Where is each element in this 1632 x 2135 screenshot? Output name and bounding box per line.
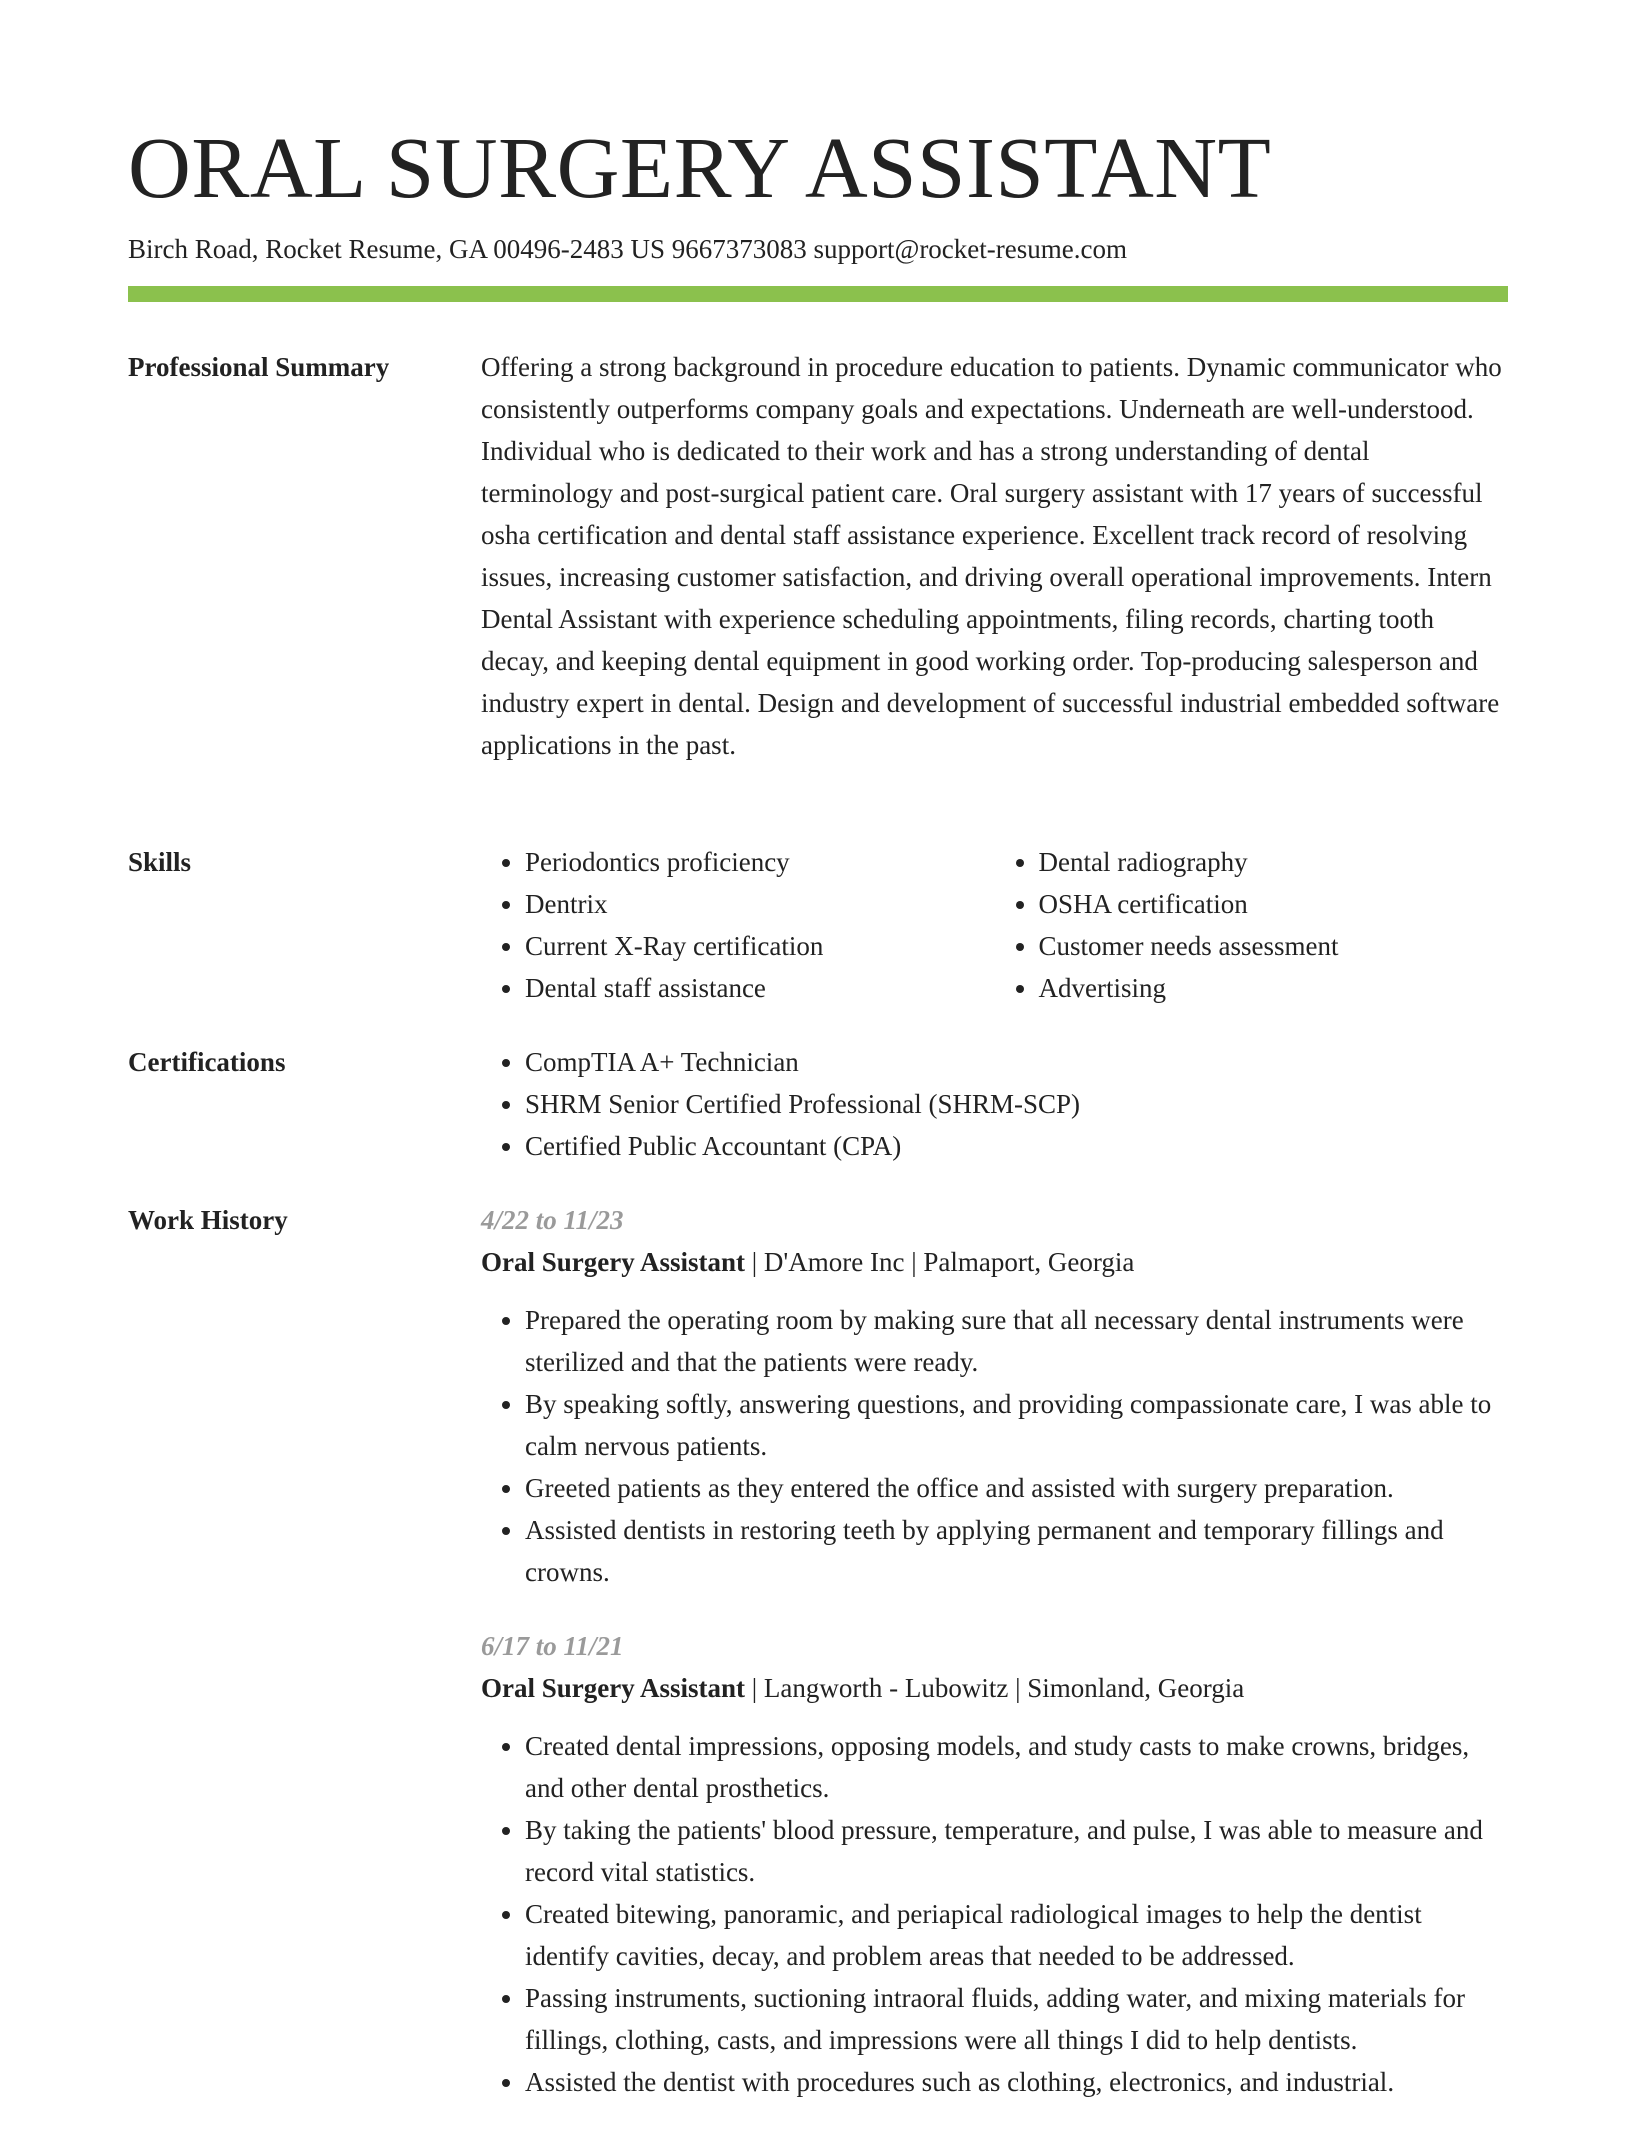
list-item: • By taking the patients' blood pressure, temperature, and pulse, I was able to measure and record vital statistics.: [525, 1809, 1508, 1893]
job-entry: [481, 1625, 1508, 2103]
section-label: Work History: [128, 1205, 288, 1235]
section-body: [481, 841, 1508, 1009]
list-item: • Passing instruments, suctioning intraoral fluids, adding water, and mixing materials for fillings, clothing, casts, and impressions were all things I did to help dentists.: [525, 1977, 1508, 2061]
list-item: • Periodontics proficiency: [525, 841, 995, 883]
list-item: • Assisted dentists in restoring teeth by applying permanent and temporary fillings and crowns.: [525, 1509, 1508, 1593]
list-item: • Current X-Ray certification: [525, 925, 995, 967]
skills-list-left: [481, 841, 995, 1009]
job-bullets: [481, 1725, 1508, 2103]
list-item: • Dentrix: [525, 883, 995, 925]
section-label: Certifications: [128, 1047, 286, 1077]
list-item: • Greeted patients as they entered the office and assisted with surgery preparation.: [525, 1467, 1508, 1509]
job-dates: 4/22 to 11/23: [481, 1205, 624, 1235]
list-item: • Created bitewing, panoramic, and periapical radiological images to help the dentist identify cavities, decay, and problem areas that needed to be addressed.: [525, 1893, 1508, 1977]
job-heading: [481, 1667, 1508, 1709]
list-item: • SHRM Senior Certified Professional (SHRM-SCP): [525, 1083, 1508, 1125]
list-item: • OSHA certification: [1039, 883, 1509, 925]
list-item: • Created dental impressions, opposing models, and study casts to make crowns, bridges, and other dental prosthetics.: [525, 1725, 1508, 1809]
job-title: Oral Surgery Assistant: [481, 1673, 746, 1703]
list-item: • Certified Public Accountant (CPA): [525, 1125, 1508, 1167]
list-item: • Dental staff assistance: [525, 967, 995, 1009]
section-label: Professional Summary: [128, 352, 390, 382]
job-dates: 6/17 to 11/21: [481, 1631, 624, 1661]
section-body: [481, 1199, 1508, 2135]
resume-name: ORAL SURGERY ASSISTANT: [128, 119, 1272, 216]
job-details: | Langworth - Lubowitz | Simonland, Georgia: [745, 1673, 1245, 1703]
job-bullets: [481, 1299, 1508, 1593]
skills-list-right: [995, 841, 1509, 1009]
section-body: [481, 1041, 1508, 1167]
section-label: Skills: [128, 847, 192, 877]
job-entry: [481, 1199, 1508, 1593]
job-title: Oral Surgery Assistant: [481, 1247, 746, 1277]
section-body: [481, 346, 1508, 766]
job-heading: [481, 1241, 1508, 1283]
skills-columns: [481, 841, 1508, 1009]
job-details: | D'Amore Inc | Palmaport, Georgia: [745, 1247, 1135, 1277]
list-item: • Customer needs assessment: [1039, 925, 1509, 967]
list-item: • Advertising: [1039, 967, 1509, 1009]
accent-rule: [128, 286, 1508, 302]
list-item: • Assisted the dentist with procedures such as clothing, electronics, and industrial.: [525, 2061, 1508, 2103]
contact-info: Birch Road, Rocket Resume, GA 00496-2483 US 9667373083 support@rocket-resume.com: [128, 234, 1127, 264]
list-item: • CompTIA A+ Technician: [525, 1041, 1508, 1083]
summary-text: Offering a strong background in procedure education to patients. Dynamic communicator who consistently outperforms company goals and expectations. Underneath are well-understood. Individual who is dedicated to their work and has a strong understanding of dental terminology and post-surgical patient care. Oral surgery assistant with 17 years of successful osha certification and dental staff assistance experience. Excellent track record of resolving issues, increasing customer satisfaction, and driving overall operational improvements. Intern Dental Assistant with experience scheduling appointments, filing records, charting tooth decay, and keeping dental equipment in good working order. Top-producing salesperson and industry expert in dental. Design and development of successful industrial embedded software applications in the past.: [481, 352, 1502, 760]
list-item: • Prepared the operating room by making sure that all necessary dental instruments were sterilized and that the patients were ready.: [525, 1299, 1508, 1383]
certifications-list: [481, 1041, 1508, 1167]
list-item: • Dental radiography: [1039, 841, 1509, 883]
list-item: • By speaking softly, answering questions, and providing compassionate care, I was able to calm nervous patients.: [525, 1383, 1508, 1467]
